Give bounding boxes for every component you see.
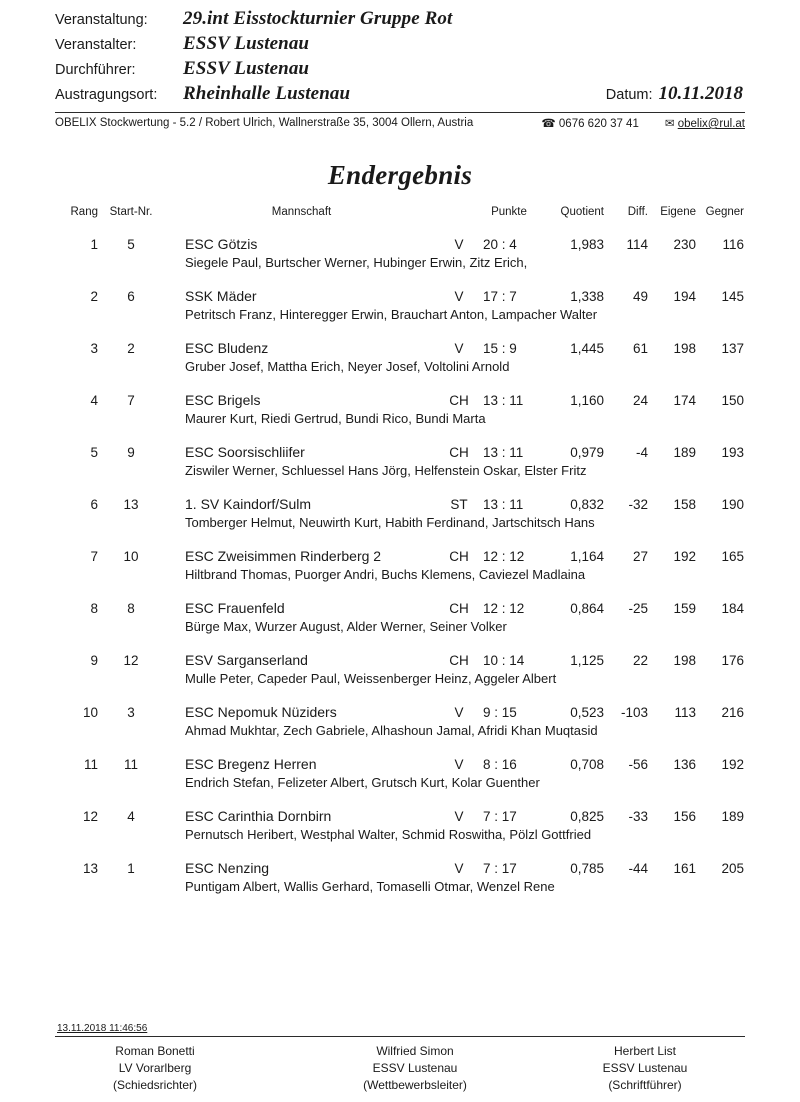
cell-nation: CH bbox=[449, 653, 469, 668]
cell-diff: 22 bbox=[632, 653, 648, 668]
column-header-own: Eigene bbox=[660, 206, 696, 218]
cell-points bbox=[477, 695, 541, 721]
cell-nation: V bbox=[454, 757, 464, 772]
players-spacer bbox=[55, 669, 163, 695]
table-row-players bbox=[55, 669, 745, 695]
cell-points bbox=[477, 851, 541, 877]
cell-quotient: 0,825 bbox=[570, 809, 604, 824]
header-row-executor bbox=[55, 58, 745, 83]
cell-rank: 4 bbox=[90, 393, 98, 408]
table-row-players bbox=[55, 305, 745, 331]
players-spacer bbox=[55, 357, 163, 383]
cell-opponent: 216 bbox=[721, 705, 744, 720]
cell-own: 192 bbox=[673, 549, 696, 564]
cell-diff: 114 bbox=[626, 237, 648, 252]
cell-nation: ST bbox=[450, 497, 468, 512]
cell-points bbox=[477, 331, 541, 357]
cell-quotient: 0,864 bbox=[570, 601, 604, 616]
results-table-body bbox=[55, 227, 745, 903]
cell-quotient: 0,979 bbox=[570, 445, 604, 460]
cell-rank: 7 bbox=[90, 549, 98, 564]
cell-players: Petritsch Franz, Hinteregger Erwin, Brauchart Anton, Lampacher Walter bbox=[185, 307, 598, 322]
points-value: 8 : 16 bbox=[483, 757, 517, 772]
table-row bbox=[55, 643, 745, 669]
players-spacer bbox=[55, 617, 163, 643]
cell-nation: V bbox=[454, 861, 464, 876]
column-header-points: Punkte bbox=[491, 206, 527, 218]
players-spacer bbox=[55, 253, 163, 279]
points-value: 9 : 15 bbox=[483, 705, 517, 720]
points-value: 15 : 9 bbox=[483, 341, 517, 356]
cell-players: Ahmad Mukhtar, Zech Gabriele, Alhashoun Jamal, Afridi Khan Muqtasid bbox=[185, 723, 598, 738]
cell-team: 1. SV Kaindorf/Sulm bbox=[185, 496, 312, 512]
cell-diff: 61 bbox=[632, 341, 648, 356]
cell-own: 189 bbox=[673, 445, 696, 460]
results-table bbox=[55, 205, 745, 903]
cell-quotient: 0,523 bbox=[570, 705, 604, 720]
cell-own: 159 bbox=[673, 601, 696, 616]
cell-diff: -4 bbox=[635, 445, 648, 460]
column-header-nation bbox=[441, 205, 477, 227]
table-row bbox=[55, 539, 745, 565]
cell-diff: 49 bbox=[632, 289, 648, 304]
table-row-players bbox=[55, 825, 745, 851]
table-row bbox=[55, 591, 745, 617]
cell-nation: V bbox=[454, 237, 464, 252]
cell-startno: 2 bbox=[127, 341, 135, 356]
signature-role: (Schiedsrichter) bbox=[112, 1077, 198, 1092]
cell-players: Bürge Max, Wurzer August, Alder Werner, Seiner Volker bbox=[185, 619, 507, 634]
cell-team: ESC Zweisimmen Rinderberg 2 bbox=[185, 548, 382, 564]
cell-opponent: 193 bbox=[721, 445, 744, 460]
points-value: 13 : 11 bbox=[483, 445, 524, 460]
players-spacer bbox=[55, 513, 163, 539]
cell-rank: 2 bbox=[90, 289, 98, 304]
table-row-players bbox=[55, 409, 745, 435]
cell-team: ESC Nenzing bbox=[185, 860, 270, 876]
players-spacer bbox=[55, 461, 163, 487]
header-label-venue: Austragungsort: bbox=[55, 87, 158, 103]
column-header-opponent: Gegner bbox=[705, 206, 744, 218]
cell-rank: 8 bbox=[90, 601, 98, 616]
cell-diff: -56 bbox=[628, 757, 648, 772]
players-spacer bbox=[55, 721, 163, 747]
cell-startno: 10 bbox=[123, 549, 139, 564]
cell-own: 161 bbox=[673, 861, 696, 876]
document-header bbox=[0, 0, 800, 108]
email-address[interactable]: obelix@rul.at bbox=[677, 118, 745, 130]
signature-org: LV Vorarlberg bbox=[118, 1060, 192, 1075]
cell-nation: CH bbox=[449, 549, 469, 564]
cell-diff: -103 bbox=[620, 705, 648, 720]
signature-competition-leader bbox=[315, 1043, 515, 1094]
contact-email[interactable] bbox=[665, 116, 745, 130]
table-row bbox=[55, 695, 745, 721]
cell-own: 113 bbox=[674, 705, 696, 720]
cell-own: 174 bbox=[673, 393, 696, 408]
cell-team: SSK Mäder bbox=[185, 288, 257, 304]
cell-players: Ziswiler Werner, Schluessel Hans Jörg, Helfenstein Oskar, Elster Fritz bbox=[185, 463, 587, 478]
cell-opponent: 205 bbox=[721, 861, 744, 876]
cell-opponent: 176 bbox=[721, 653, 744, 668]
players-spacer bbox=[55, 565, 163, 591]
cell-rank: 9 bbox=[90, 653, 98, 668]
cell-team: ESC Frauenfeld bbox=[185, 600, 285, 616]
cell-players: Hiltbrand Thomas, Puorger Andri, Buchs Klemens, Caviezel Madlaina bbox=[185, 567, 586, 582]
results-table-header bbox=[55, 205, 745, 227]
cell-own: 194 bbox=[673, 289, 696, 304]
column-header-rank: Rang bbox=[70, 206, 98, 218]
cell-quotient: 1,125 bbox=[570, 653, 604, 668]
signature-role: (Schriftführer) bbox=[608, 1077, 682, 1092]
header-label-executor: Durchführer: bbox=[55, 62, 136, 78]
cell-quotient: 0,708 bbox=[570, 757, 604, 772]
header-label-event: Veranstaltung: bbox=[55, 12, 148, 28]
results-table-container bbox=[0, 205, 800, 903]
cell-points bbox=[477, 799, 541, 825]
cell-points bbox=[477, 487, 541, 513]
cell-opponent: 150 bbox=[721, 393, 744, 408]
cell-nation: V bbox=[454, 809, 464, 824]
cell-startno: 4 bbox=[127, 809, 135, 824]
table-row bbox=[55, 851, 745, 877]
table-row-players bbox=[55, 357, 745, 383]
header-label-organizer: Veranstalter: bbox=[55, 37, 137, 53]
table-row bbox=[55, 331, 745, 357]
column-header-startno: Start-Nr. bbox=[109, 206, 153, 218]
print-timestamp: 13.11.2018 11:46:56 bbox=[57, 1022, 148, 1034]
players-spacer bbox=[55, 409, 163, 435]
header-date bbox=[606, 83, 745, 105]
cell-diff: 27 bbox=[632, 549, 648, 564]
cell-startno: 8 bbox=[127, 601, 135, 616]
cell-diff: -44 bbox=[628, 861, 648, 876]
cell-quotient: 1,164 bbox=[570, 549, 604, 564]
signature-name: Herbert List bbox=[613, 1043, 677, 1058]
cell-opponent: 192 bbox=[721, 757, 744, 772]
points-value: 17 : 7 bbox=[483, 289, 517, 304]
cell-points bbox=[477, 539, 541, 565]
cell-rank: 10 bbox=[82, 705, 98, 720]
cell-diff: -32 bbox=[628, 497, 648, 512]
phone-icon: ☎ bbox=[541, 118, 556, 130]
points-value: 20 : 4 bbox=[483, 237, 517, 252]
cell-team: ESC Bludenz bbox=[185, 340, 269, 356]
table-row-players bbox=[55, 253, 745, 279]
points-value: 10 : 14 bbox=[483, 653, 525, 668]
header-row-venue bbox=[55, 83, 745, 108]
table-row bbox=[55, 799, 745, 825]
players-spacer bbox=[55, 305, 163, 331]
cell-startno: 11 bbox=[123, 757, 138, 772]
header-value-organizer: ESSV Lustenau bbox=[183, 33, 310, 54]
points-value: 13 : 11 bbox=[483, 393, 524, 408]
cell-players: Tomberger Helmut, Neuwirth Kurt, Habith Ferdinand, Jartschitsch Hans bbox=[185, 515, 595, 530]
points-value: 12 : 12 bbox=[483, 601, 525, 616]
cell-points bbox=[477, 383, 541, 409]
cell-own: 198 bbox=[673, 341, 696, 356]
header-value-executor: ESSV Lustenau bbox=[183, 58, 310, 79]
table-row-players bbox=[55, 617, 745, 643]
cell-players: Endrich Stefan, Felizeter Albert, Grutsch Kurt, Kolar Guenther bbox=[185, 775, 540, 790]
table-row bbox=[55, 747, 745, 773]
page-title: Endergebnis bbox=[327, 160, 473, 190]
cell-players: Puntigam Albert, Wallis Gerhard, Tomaselli Otmar, Wenzel Rene bbox=[185, 879, 555, 894]
cell-points bbox=[477, 279, 541, 305]
players-spacer bbox=[55, 877, 163, 903]
footer-divider bbox=[55, 1036, 745, 1037]
cell-nation: CH bbox=[449, 393, 469, 408]
signature-name: Roman Bonetti bbox=[115, 1043, 195, 1058]
cell-startno: 12 bbox=[123, 653, 139, 668]
cell-rank: 12 bbox=[82, 809, 98, 824]
header-value-venue: Rheinhalle Lustenau bbox=[183, 83, 351, 104]
points-value: 7 : 17 bbox=[483, 861, 517, 876]
cell-players: Mulle Peter, Capeder Paul, Weissenberger Heinz, Aggeler Albert bbox=[185, 671, 557, 686]
cell-startno: 1 bbox=[127, 861, 135, 876]
signature-org: ESSV Lustenau bbox=[602, 1060, 688, 1075]
cell-quotient: 1,983 bbox=[570, 237, 604, 252]
cell-points bbox=[477, 227, 541, 253]
table-row bbox=[55, 227, 745, 253]
cell-quotient: 1,338 bbox=[570, 289, 604, 304]
cell-startno: 7 bbox=[127, 393, 135, 408]
cell-startno: 3 bbox=[127, 705, 135, 720]
cell-startno: 9 bbox=[127, 445, 135, 460]
signature-block bbox=[55, 1043, 745, 1094]
table-row-players bbox=[55, 461, 745, 487]
cell-own: 136 bbox=[673, 757, 696, 772]
cell-opponent: 190 bbox=[721, 497, 744, 512]
column-header-diff: Diff. bbox=[627, 206, 648, 218]
table-row bbox=[55, 435, 745, 461]
cell-team: ESC Soorsischliifer bbox=[185, 444, 305, 460]
cell-nation: V bbox=[454, 341, 464, 356]
cell-opponent: 137 bbox=[721, 341, 744, 356]
signature-name: Wilfried Simon bbox=[376, 1043, 454, 1058]
table-row-players bbox=[55, 513, 745, 539]
cell-points bbox=[477, 747, 541, 773]
software-info-text: OBELIX Stockwertung - 5.2 / Robert Ulrich, Wallnerstraße 35, 3004 Ollern, Austria bbox=[55, 117, 474, 129]
signature-referee bbox=[55, 1043, 315, 1094]
cell-own: 198 bbox=[673, 653, 696, 668]
cell-quotient: 1,160 bbox=[570, 393, 604, 408]
column-header-team: Mannschaft bbox=[271, 206, 332, 218]
cell-points bbox=[477, 643, 541, 669]
header-row-organizer bbox=[55, 33, 745, 58]
cell-players: Siegele Paul, Burtscher Werner, Hubinger Erwin, Zitz Erich, bbox=[185, 255, 528, 270]
table-row bbox=[55, 383, 745, 409]
cell-rank: 11 bbox=[83, 757, 98, 772]
contact-phone bbox=[541, 116, 638, 130]
players-spacer bbox=[55, 773, 163, 799]
cell-diff: 24 bbox=[632, 393, 648, 408]
cell-players: Pernutsch Heribert, Westphal Walter, Schmid Roswitha, Pölzl Gottfried bbox=[185, 827, 592, 842]
cell-nation: CH bbox=[449, 601, 469, 616]
cell-rank: 1 bbox=[90, 237, 98, 252]
cell-rank: 13 bbox=[82, 861, 98, 876]
signature-org: ESSV Lustenau bbox=[372, 1060, 458, 1075]
header-row-event bbox=[55, 8, 745, 33]
cell-team: ESC Götzis bbox=[185, 236, 258, 252]
cell-points bbox=[477, 591, 541, 617]
software-credit-line bbox=[0, 113, 800, 130]
cell-players: Maurer Kurt, Riedi Gertrud, Bundi Rico, Bundi Marta bbox=[185, 411, 486, 426]
cell-quotient: 1,445 bbox=[570, 341, 604, 356]
cell-diff: -33 bbox=[628, 809, 648, 824]
envelope-icon: ✉ bbox=[664, 118, 675, 130]
cell-team: ESV Sarganserland bbox=[185, 652, 308, 668]
cell-quotient: 0,785 bbox=[570, 861, 604, 876]
cell-startno: 5 bbox=[127, 237, 135, 252]
cell-quotient: 0,832 bbox=[570, 497, 604, 512]
column-header-quotient: Quotient bbox=[560, 206, 604, 218]
header-value-date: 10.11.2018 bbox=[658, 83, 743, 104]
cell-own: 230 bbox=[673, 237, 696, 252]
points-value: 13 : 11 bbox=[483, 497, 524, 512]
cell-own: 158 bbox=[673, 497, 696, 512]
cell-team: ESC Bregenz Herren bbox=[185, 756, 317, 772]
header-value-event: 29.int Eisstockturnier Gruppe Rot bbox=[183, 8, 453, 29]
table-row bbox=[55, 279, 745, 305]
cell-team: ESC Carinthia Dornbirn bbox=[185, 808, 332, 824]
cell-nation: V bbox=[454, 705, 464, 720]
table-row-players bbox=[55, 773, 745, 799]
signature-role: (Wettbewerbsleiter) bbox=[363, 1077, 467, 1092]
cell-diff: -25 bbox=[628, 601, 648, 616]
cell-opponent: 145 bbox=[721, 289, 744, 304]
header-label-date: Datum: bbox=[605, 87, 653, 103]
table-row-players bbox=[55, 721, 745, 747]
cell-opponent: 116 bbox=[722, 237, 744, 252]
cell-players: Gruber Josef, Mattha Erich, Neyer Josef, Voltolini Arnold bbox=[185, 359, 510, 374]
cell-rank: 6 bbox=[90, 497, 98, 512]
cell-team: ESC Nepomuk Nüziders bbox=[185, 704, 337, 720]
cell-nation: V bbox=[454, 289, 464, 304]
cell-rank: 3 bbox=[90, 341, 98, 356]
phone-number: 0676 620 37 41 bbox=[558, 118, 639, 130]
table-row bbox=[55, 487, 745, 513]
cell-opponent: 184 bbox=[721, 601, 744, 616]
signature-secretary bbox=[515, 1043, 745, 1094]
cell-rank: 5 bbox=[90, 445, 98, 460]
cell-points bbox=[477, 435, 541, 461]
points-value: 7 : 17 bbox=[483, 809, 517, 824]
cell-startno: 13 bbox=[123, 497, 139, 512]
cell-own: 156 bbox=[673, 809, 696, 824]
header-row bbox=[55, 205, 745, 227]
document-footer bbox=[0, 1023, 800, 1094]
table-row-players bbox=[55, 877, 745, 903]
cell-opponent: 165 bbox=[721, 549, 744, 564]
players-spacer bbox=[55, 825, 163, 851]
points-value: 12 : 12 bbox=[483, 549, 525, 564]
cell-nation: CH bbox=[449, 445, 469, 460]
table-row-players bbox=[55, 565, 745, 591]
cell-startno: 6 bbox=[127, 289, 135, 304]
cell-opponent: 189 bbox=[721, 809, 744, 824]
cell-team: ESC Brigels bbox=[185, 392, 261, 408]
